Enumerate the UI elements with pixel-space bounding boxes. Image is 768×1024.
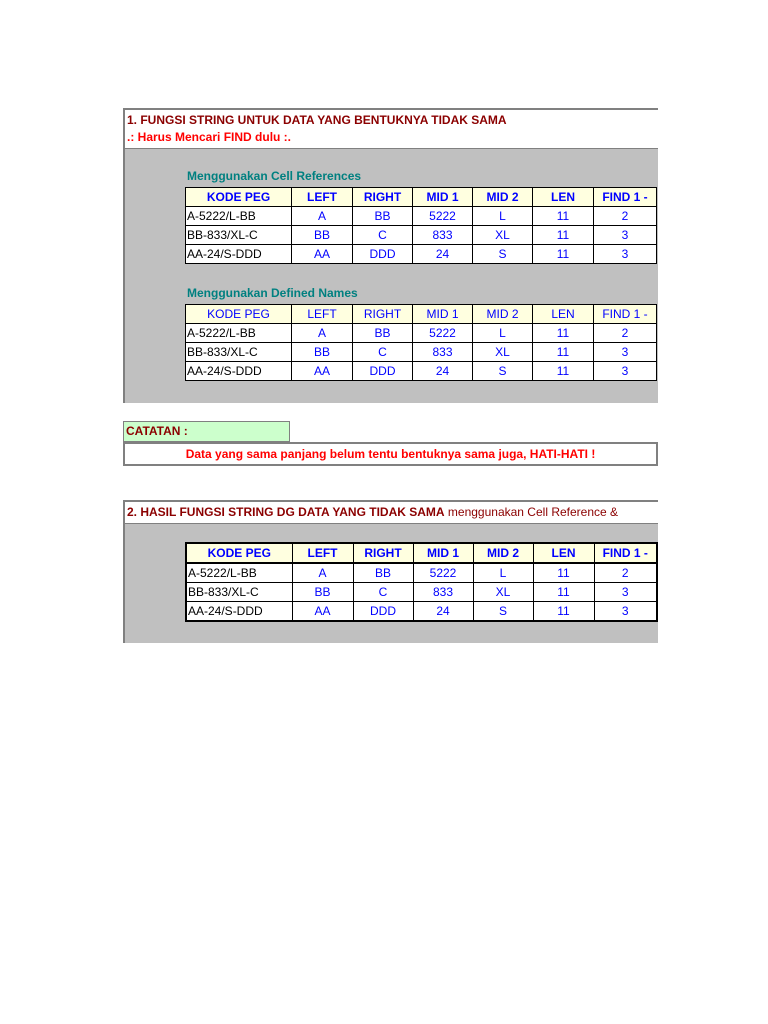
catatan-text: Data yang sama panjang belum tentu bentuknya sama juga, HATI-HATI ! <box>123 442 658 466</box>
cell[interactable]: 833 <box>413 583 473 602</box>
table-row <box>186 343 657 362</box>
cell[interactable]: DDD <box>353 602 413 622</box>
cell[interactable]: 2 <box>594 207 657 226</box>
cell[interactable]: BB-833/XL-C <box>186 583 292 602</box>
cell[interactable]: AA-24/S-DDD <box>186 602 292 622</box>
cell[interactable]: DDD <box>353 362 413 381</box>
table-row <box>186 324 657 343</box>
cell[interactable]: A <box>292 324 353 343</box>
cell[interactable]: 11 <box>533 563 594 583</box>
cell[interactable]: A-5222/L-BB <box>186 207 292 226</box>
cell[interactable]: AA <box>292 362 353 381</box>
section-2-title: 2. HASIL FUNGSI STRING DG DATA YANG TIDAK SAMA <box>127 505 445 519</box>
cell[interactable]: AA <box>292 602 353 622</box>
col-header[interactable]: LEFT <box>292 305 353 324</box>
cell[interactable]: S <box>473 602 533 622</box>
table-header-row <box>186 188 657 207</box>
section-2-header <box>125 500 658 524</box>
cell[interactable]: BB <box>292 583 353 602</box>
col-header[interactable]: MID 1 <box>413 188 473 207</box>
table-header-row <box>186 543 657 563</box>
cell[interactable]: 11 <box>533 207 594 226</box>
table-row <box>186 226 657 245</box>
table-row <box>186 362 657 381</box>
col-header[interactable]: RIGHT <box>353 305 413 324</box>
table-2-caption: Menggunakan Defined Names <box>187 286 358 300</box>
cell[interactable]: L <box>473 207 533 226</box>
cell[interactable]: BB <box>353 563 413 583</box>
col-header[interactable]: RIGHT <box>353 188 413 207</box>
col-header[interactable]: LEN <box>533 305 594 324</box>
col-header[interactable]: MID 2 <box>473 188 533 207</box>
cell[interactable]: A-5222/L-BB <box>186 324 292 343</box>
section-1-subtitle: .: Harus Mencari FIND dulu :. <box>127 130 292 144</box>
cell[interactable]: S <box>473 245 533 264</box>
cell[interactable]: 11 <box>533 324 594 343</box>
cell[interactable]: XL <box>473 583 533 602</box>
defined-names-table <box>185 304 657 381</box>
col-header[interactable]: LEN <box>533 543 594 563</box>
cell[interactable]: A-5222/L-BB <box>186 563 292 583</box>
cell[interactable]: 2 <box>594 324 657 343</box>
cell[interactable]: AA-24/S-DDD <box>186 362 292 381</box>
col-header[interactable]: LEFT <box>292 188 353 207</box>
col-header[interactable]: MID 2 <box>473 543 533 563</box>
cell[interactable]: 5222 <box>413 207 473 226</box>
section-1-title: 1. FUNGSI STRING UNTUK DATA YANG BENTUKNYA TIDAK SAMA <box>127 113 507 127</box>
result-table <box>185 542 658 622</box>
col-header[interactable]: FIND 1 - <box>594 305 657 324</box>
cell[interactable]: 3 <box>594 245 657 264</box>
cell[interactable]: A <box>292 563 353 583</box>
col-header[interactable]: KODE PEG <box>186 305 292 324</box>
cell[interactable]: XL <box>473 343 533 362</box>
cell[interactable]: 24 <box>413 245 473 264</box>
cell[interactable]: C <box>353 226 413 245</box>
col-header[interactable]: MID 1 <box>413 305 473 324</box>
cell[interactable]: S <box>473 362 533 381</box>
cell[interactable]: BB <box>353 207 413 226</box>
cell[interactable]: XL <box>473 226 533 245</box>
col-header[interactable]: MID 1 <box>413 543 473 563</box>
cell[interactable]: 11 <box>533 226 594 245</box>
cell[interactable]: 24 <box>413 362 473 381</box>
cell[interactable]: 24 <box>413 602 473 622</box>
cell[interactable]: C <box>353 343 413 362</box>
cell[interactable]: 3 <box>594 583 657 602</box>
cell[interactable]: 11 <box>533 343 594 362</box>
col-header[interactable]: KODE PEG <box>186 188 292 207</box>
col-header[interactable]: FIND 1 - <box>594 543 657 563</box>
cell[interactable]: 3 <box>594 602 657 622</box>
cell[interactable]: 2 <box>594 563 657 583</box>
cell[interactable]: 3 <box>594 226 657 245</box>
cell[interactable]: 5222 <box>413 563 473 583</box>
cell[interactable]: 11 <box>533 245 594 264</box>
cell[interactable]: L <box>473 563 533 583</box>
cell[interactable]: L <box>473 324 533 343</box>
col-header[interactable]: LEN <box>533 188 594 207</box>
section-1 <box>123 108 658 403</box>
section-2 <box>123 500 658 643</box>
cell[interactable]: DDD <box>353 245 413 264</box>
table-1-caption: Menggunakan Cell References <box>187 169 362 183</box>
table-header-row <box>186 305 657 324</box>
cell[interactable]: BB <box>292 343 353 362</box>
cell[interactable]: 3 <box>594 343 657 362</box>
table-row <box>186 563 657 583</box>
cell[interactable]: BB <box>353 324 413 343</box>
cell[interactable]: 833 <box>413 343 473 362</box>
cell[interactable]: 11 <box>533 602 594 622</box>
section-2-title-rest: menggunakan Cell Reference & <box>444 505 619 519</box>
section-1-header <box>125 108 658 149</box>
cell[interactable]: C <box>353 583 413 602</box>
col-header[interactable]: KODE PEG <box>186 543 292 563</box>
cell[interactable]: A <box>292 207 353 226</box>
table-row <box>186 245 657 264</box>
cell-references-table <box>185 187 657 264</box>
col-header[interactable]: MID 2 <box>473 305 533 324</box>
catatan-label: CATATAN : <box>123 421 290 442</box>
cell[interactable]: BB-833/XL-C <box>186 343 292 362</box>
table-row <box>186 602 657 622</box>
cell[interactable]: AA-24/S-DDD <box>186 245 292 264</box>
cell[interactable]: 5222 <box>413 324 473 343</box>
col-header[interactable]: FIND 1 - <box>594 188 657 207</box>
cell[interactable]: BB <box>292 226 353 245</box>
cell[interactable]: AA <box>292 245 353 264</box>
col-header[interactable]: RIGHT <box>353 543 413 563</box>
table-row <box>186 207 657 226</box>
cell[interactable]: 11 <box>533 362 594 381</box>
cell[interactable]: 3 <box>594 362 657 381</box>
col-header[interactable]: LEFT <box>292 543 353 563</box>
cell[interactable]: 833 <box>413 226 473 245</box>
cell[interactable]: BB-833/XL-C <box>186 226 292 245</box>
cell[interactable]: 11 <box>533 583 594 602</box>
table-row <box>186 583 657 602</box>
